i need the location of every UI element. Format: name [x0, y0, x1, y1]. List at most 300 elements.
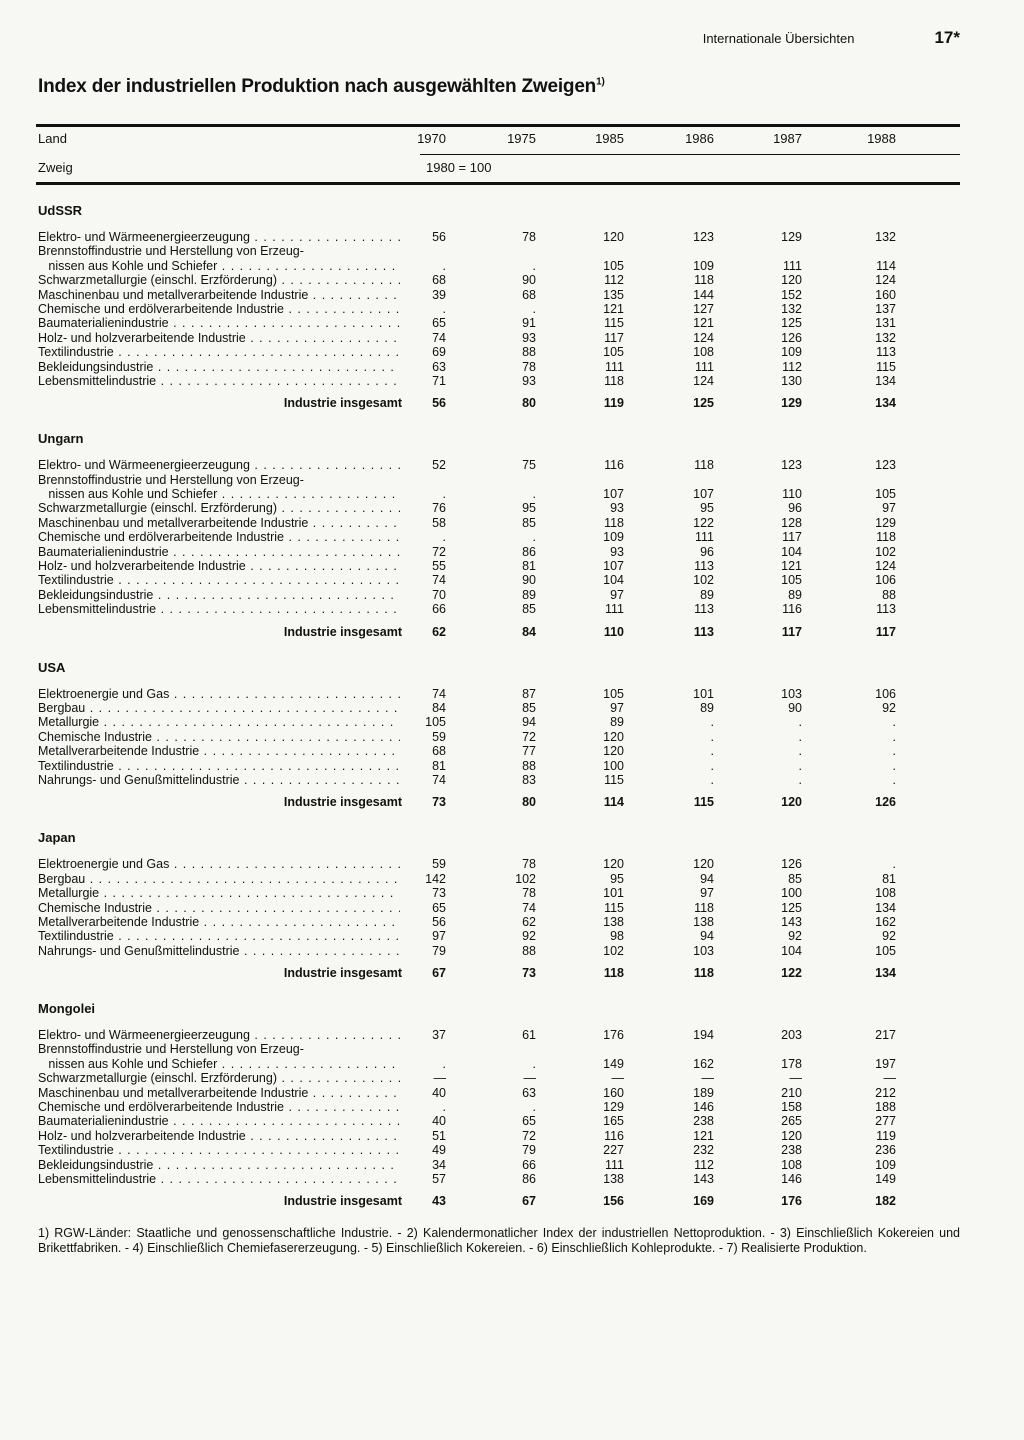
total-value-cell: 129: [781, 396, 802, 411]
value-cell: 96: [788, 501, 802, 516]
total-value-cell: 110: [603, 624, 624, 639]
value-cell: 120: [693, 857, 714, 872]
value-cell: 95: [522, 501, 536, 516]
value-cell: 56: [432, 914, 446, 929]
value-cell: 79: [432, 943, 446, 958]
table-row: [0, 701, 1024, 715]
value-cell: 197: [875, 1056, 896, 1071]
table-row: [0, 573, 1024, 587]
value-cell: 52: [432, 458, 446, 473]
value-cell: 90: [788, 700, 802, 715]
value-cell: 97: [432, 929, 446, 944]
value-cell: .: [442, 258, 446, 273]
value-cell: 65: [432, 900, 446, 915]
value-cell: 97: [882, 501, 896, 516]
value-cell: 114: [876, 258, 896, 273]
branch-label: Textilindustrie . . .: [38, 345, 400, 359]
value-cell: .: [532, 530, 536, 545]
value-cell: 112: [782, 359, 802, 374]
value-cell: 57: [432, 1171, 446, 1186]
table-row: [0, 458, 1024, 472]
value-cell: 125: [781, 900, 802, 915]
table-row: [0, 1028, 1024, 1042]
value-cell: 72: [522, 1128, 536, 1143]
year-header: 1970: [417, 131, 446, 146]
branch-label: Textilindustrie . . .: [38, 1143, 400, 1157]
value-cell: 78: [522, 359, 536, 374]
value-cell: 138: [603, 914, 624, 929]
country-heading: Mongolei: [38, 1001, 96, 1017]
value-cell: 118: [876, 530, 896, 545]
branch-label: Elektroenergie und Gas . . .: [38, 857, 400, 871]
value-cell: 90: [522, 573, 536, 588]
value-cell: .: [532, 301, 536, 316]
branch-label: Baumaterialienindustrie . . .: [38, 1114, 400, 1128]
page-title: [38, 76, 605, 98]
value-cell: 117: [604, 330, 624, 345]
value-cell: 61: [522, 1028, 536, 1043]
value-cell: 105: [603, 345, 624, 360]
value-cell: 126: [781, 857, 802, 872]
value-cell: 123: [875, 458, 896, 473]
table-row: [0, 302, 1024, 316]
table-row: [0, 530, 1024, 544]
value-cell: 70: [432, 587, 446, 602]
value-cell: 95: [610, 871, 624, 886]
branch-label: Baumaterialienindustrie . . .: [38, 545, 400, 559]
value-cell: .: [710, 729, 714, 744]
value-cell: 97: [700, 886, 714, 901]
table-row: [0, 886, 1024, 900]
value-cell: 149: [603, 1056, 624, 1071]
value-cell: 93: [610, 501, 624, 516]
value-cell: 88: [522, 758, 536, 773]
total-value-cell: 73: [432, 795, 446, 810]
value-cell: 89: [700, 700, 714, 715]
value-cell: 134: [875, 900, 896, 915]
value-cell: 104: [781, 544, 802, 559]
value-cell: 121: [781, 559, 802, 574]
value-cell: 100: [603, 758, 624, 773]
value-cell: 124: [693, 330, 714, 345]
branch-label: Lebensmittelindustrie . . .: [38, 1172, 400, 1186]
value-cell: 65: [432, 316, 446, 331]
table-row: [0, 687, 1024, 701]
branch-label: Metallverarbeitende Industrie . . .: [38, 744, 400, 758]
value-cell: 86: [522, 544, 536, 559]
value-cell: 113: [694, 602, 714, 617]
value-cell: 105: [875, 487, 896, 502]
branch-label: Baumaterialienindustrie . . .: [38, 316, 400, 330]
table-row: [0, 944, 1024, 958]
value-cell: 118: [604, 515, 624, 530]
branch-label: Elektro- und Wärmeenergieerzeugung . . .: [38, 1028, 400, 1042]
year-header: 1975: [507, 131, 536, 146]
table-row: [0, 316, 1024, 330]
value-cell: 121: [603, 301, 624, 316]
base-year-label: 1980 = 100: [426, 160, 492, 175]
value-cell: 109: [781, 345, 802, 360]
value-cell: 105: [603, 258, 624, 273]
value-cell: 83: [522, 772, 536, 787]
value-cell: 128: [781, 515, 802, 530]
value-cell: 72: [432, 544, 446, 559]
table-row: [0, 360, 1024, 374]
table-row: [0, 473, 1024, 487]
branch-label: Metallurgie . . .: [38, 886, 400, 900]
branch-label: Bergbau . . .: [38, 872, 400, 886]
value-cell: 232: [693, 1143, 714, 1158]
value-cell: 194: [693, 1028, 714, 1043]
value-cell: 124: [875, 273, 896, 288]
value-cell: 118: [604, 373, 624, 388]
branch-label: Chemische und erdölverarbeitende Industrie . . .: [38, 302, 400, 316]
table-row: [0, 516, 1024, 530]
value-cell: 125: [781, 316, 802, 331]
table-row: [0, 345, 1024, 359]
value-cell: 108: [693, 345, 714, 360]
value-cell: 78: [522, 230, 536, 244]
value-cell: 124: [693, 373, 714, 388]
page-number: 17*: [934, 28, 960, 47]
value-cell: 111: [694, 359, 714, 374]
value-cell: 121: [693, 1128, 714, 1143]
value-cell: 119: [876, 1128, 896, 1143]
value-cell: 55: [432, 559, 446, 574]
value-cell: 120: [603, 729, 624, 744]
table-row: [0, 857, 1024, 871]
value-cell: 97: [610, 700, 624, 715]
table-row: [0, 730, 1024, 744]
value-cell: .: [798, 744, 802, 759]
branch-label: nissen aus Kohle und Schiefer . . .: [38, 1057, 400, 1071]
total-label: Industrie insgesamt: [283, 624, 402, 639]
branch-label: Textilindustrie . . .: [38, 759, 400, 773]
table-row: [0, 744, 1024, 758]
zweig-header: Zweig: [38, 160, 73, 175]
value-cell: 109: [693, 258, 714, 273]
total-value-cell: 119: [603, 396, 624, 411]
value-cell: 118: [694, 458, 714, 473]
table-row: [0, 1086, 1024, 1100]
table-row: [0, 872, 1024, 886]
value-cell: 68: [432, 273, 446, 288]
value-cell: 111: [604, 359, 624, 374]
value-cell: 129: [875, 515, 896, 530]
value-cell: 138: [603, 1171, 624, 1186]
table-row: [0, 288, 1024, 302]
value-cell: 238: [781, 1143, 802, 1158]
value-cell: 160: [875, 287, 896, 302]
value-cell: 85: [522, 515, 536, 530]
value-cell: 72: [522, 729, 536, 744]
total-value-cell: 134: [875, 396, 896, 411]
value-cell: 89: [700, 587, 714, 602]
year-header: 1986: [685, 131, 714, 146]
value-cell: 105: [781, 573, 802, 588]
value-cell: 69: [432, 345, 446, 360]
branch-label: Nahrungs- und Genußmittelindustrie . . .: [38, 944, 400, 958]
value-cell: 75: [522, 458, 536, 473]
total-value-cell: 125: [693, 396, 714, 411]
table-row: [0, 1057, 1024, 1071]
value-cell: 112: [604, 273, 624, 288]
value-cell: 132: [875, 230, 896, 244]
value-cell: 94: [522, 715, 536, 730]
value-cell: 118: [694, 900, 714, 915]
value-cell: 88: [882, 587, 896, 602]
value-cell: —: [523, 1071, 536, 1086]
value-cell: .: [532, 1100, 536, 1115]
value-cell: .: [892, 772, 896, 787]
value-cell: 86: [522, 1171, 536, 1186]
branch-label: Schwarzmetallurgie (einschl. Erzförderung) . . .: [38, 501, 400, 515]
branch-label: Holz- und holzverarbeitende Industrie . . .: [38, 1129, 400, 1143]
block-spacer: [0, 647, 1024, 657]
value-cell: 34: [432, 1157, 446, 1172]
value-cell: 120: [781, 1128, 802, 1143]
branch-label: Bekleidungsindustrie . . .: [38, 1158, 400, 1172]
branch-label: Chemische und erdölverarbeitende Industrie . . .: [38, 1100, 400, 1114]
branch-label: Holz- und holzverarbeitende Industrie . . .: [38, 331, 400, 345]
value-cell: 212: [875, 1085, 896, 1100]
table-row: [0, 559, 1024, 573]
total-value-cell: 117: [781, 624, 802, 639]
total-value-cell: 115: [693, 795, 714, 810]
value-cell: 162: [875, 914, 896, 929]
value-cell: 105: [875, 943, 896, 958]
branch-label: Elektro- und Wärmeenergieerzeugung . . .: [38, 230, 400, 244]
branch-label: Maschinenbau und metallverarbeitende Industrie . . .: [38, 1086, 400, 1100]
value-cell: 152: [781, 287, 802, 302]
value-cell: 146: [693, 1100, 714, 1115]
value-cell: 115: [604, 900, 624, 915]
value-cell: 93: [610, 544, 624, 559]
value-cell: 203: [781, 1028, 802, 1043]
footnotes: 1) RGW-Länder: Staatliche und genossenschaftliche Industrie. - 2) Kalendermonatlicher Index der industriellen Nettoproduktion. - 3) Einschließlich Kokereien und Brikettfabriken. - 4) Einschließlich Chemiefasererzeugung. - 5) Einschließlich Kokereien. - 6) Einschließlich Kohleprodukte. - 7) Realisierte Produktion.: [38, 1226, 960, 1255]
value-cell: 227: [603, 1143, 624, 1158]
value-cell: —: [789, 1071, 802, 1086]
branch-label: Chemische Industrie . . .: [38, 730, 400, 744]
branch-label: Chemische und erdölverarbeitende Industrie . . .: [38, 530, 400, 544]
value-cell: 108: [781, 1157, 802, 1172]
table-row: [0, 1114, 1024, 1128]
total-value-cell: 84: [522, 624, 536, 639]
value-cell: 110: [782, 487, 802, 502]
value-cell: 238: [693, 1114, 714, 1129]
value-cell: 101: [693, 686, 714, 701]
value-cell: .: [892, 758, 896, 773]
value-cell: 89: [788, 587, 802, 602]
value-cell: 134: [875, 373, 896, 388]
value-cell: .: [532, 1056, 536, 1071]
branch-label: Elektroenergie und Gas . . .: [38, 687, 400, 701]
value-cell: 107: [603, 559, 624, 574]
value-cell: 107: [603, 487, 624, 502]
total-value-cell: 117: [875, 624, 896, 639]
value-cell: 94: [700, 929, 714, 944]
branch-label: Metallverarbeitende Industrie . . .: [38, 915, 400, 929]
value-cell: 81: [522, 559, 536, 574]
value-cell: .: [442, 530, 446, 545]
running-header: [703, 28, 960, 48]
value-cell: 127: [693, 301, 714, 316]
branch-label: Schwarzmetallurgie (einschl. Erzförderung) . . .: [38, 273, 400, 287]
value-cell: 62: [522, 914, 536, 929]
title-text: Index der industriellen Produktion nach ausgewählten Zweigen: [38, 76, 597, 97]
value-cell: 98: [610, 929, 624, 944]
branch-label: Textilindustrie . . .: [38, 929, 400, 943]
table-row: [0, 915, 1024, 929]
value-cell: —: [611, 1071, 624, 1086]
total-value-cell: 134: [875, 966, 896, 981]
value-cell: 56: [432, 230, 446, 244]
table-row: [0, 1172, 1024, 1186]
value-cell: 113: [876, 602, 896, 617]
table-row: [0, 487, 1024, 501]
value-cell: 116: [782, 602, 802, 617]
value-cell: 92: [882, 929, 896, 944]
value-cell: —: [433, 1071, 446, 1086]
table-row: [0, 331, 1024, 345]
table-row: [0, 374, 1024, 388]
value-cell: 59: [432, 857, 446, 872]
value-cell: 143: [781, 914, 802, 929]
branch-label: Brennstoffindustrie und Herstellung von Erzeug-: [38, 472, 304, 487]
value-cell: 189: [693, 1085, 714, 1100]
total-row: [0, 787, 1024, 817]
value-cell: 76: [432, 501, 446, 516]
value-cell: 78: [522, 886, 536, 901]
value-cell: 137: [875, 301, 896, 316]
value-cell: .: [442, 301, 446, 316]
total-value-cell: 176: [781, 1194, 802, 1209]
value-cell: 265: [781, 1114, 802, 1129]
total-value-cell: 156: [603, 1194, 624, 1209]
value-cell: 73: [432, 886, 446, 901]
value-cell: 106: [875, 686, 896, 701]
value-cell: 97: [610, 587, 624, 602]
table-row: [0, 273, 1024, 287]
value-cell: 146: [781, 1171, 802, 1186]
value-cell: 121: [693, 316, 714, 331]
table-header-bottom-rule: [36, 182, 960, 185]
value-cell: 78: [522, 857, 536, 872]
table-row: [0, 1143, 1024, 1157]
value-cell: .: [710, 758, 714, 773]
section-title: Internationale Übersichten: [702, 31, 855, 46]
branch-label: Brennstoffindustrie und Herstellung von Erzeug-: [38, 1042, 304, 1057]
value-cell: 74: [522, 900, 536, 915]
value-cell: 111: [782, 258, 802, 273]
value-cell: 74: [432, 686, 446, 701]
value-cell: 81: [432, 758, 446, 773]
value-cell: 93: [522, 330, 536, 345]
value-cell: 79: [522, 1143, 536, 1158]
value-cell: 129: [781, 230, 802, 244]
branch-label: Lebensmittelindustrie . . .: [38, 602, 400, 616]
total-row: [0, 388, 1024, 418]
value-cell: 124: [875, 559, 896, 574]
value-cell: 89: [522, 587, 536, 602]
branch-label: Bekleidungsindustrie . . .: [38, 360, 400, 374]
value-cell: 120: [603, 744, 624, 759]
value-cell: 91: [522, 316, 536, 331]
value-cell: 49: [432, 1143, 446, 1158]
value-cell: 162: [693, 1056, 714, 1071]
value-cell: —: [883, 1071, 896, 1086]
branch-label: nissen aus Kohle und Schiefer . . .: [38, 259, 400, 273]
value-cell: .: [892, 857, 896, 872]
value-cell: 81: [882, 871, 896, 886]
branch-label: Bergbau . . .: [38, 701, 400, 715]
table-top-rule: [36, 124, 960, 127]
value-cell: 92: [522, 929, 536, 944]
total-value-cell: 120: [781, 795, 802, 810]
value-cell: 160: [603, 1085, 624, 1100]
value-cell: 120: [781, 273, 802, 288]
value-cell: 103: [781, 686, 802, 701]
value-cell: .: [798, 715, 802, 730]
total-value-cell: 80: [522, 795, 536, 810]
table-row: [0, 230, 1024, 244]
value-cell: 138: [693, 914, 714, 929]
table-row: [0, 715, 1024, 729]
value-cell: 132: [781, 301, 802, 316]
value-cell: 93: [522, 373, 536, 388]
value-cell: 74: [432, 330, 446, 345]
value-cell: 176: [603, 1028, 624, 1043]
value-cell: 63: [522, 1085, 536, 1100]
value-cell: 131: [875, 316, 896, 331]
value-cell: 142: [425, 871, 446, 886]
country-heading: UdSSR: [38, 203, 83, 218]
value-cell: .: [442, 1056, 446, 1071]
branch-label: Lebensmittelindustrie . . .: [38, 374, 400, 388]
value-cell: 165: [603, 1114, 624, 1129]
value-cell: 58: [432, 515, 446, 530]
value-cell: .: [892, 715, 896, 730]
total-value-cell: 122: [781, 966, 802, 981]
value-cell: 144: [693, 287, 714, 302]
value-cell: 113: [876, 345, 896, 360]
value-cell: .: [892, 744, 896, 759]
value-cell: 188: [875, 1100, 896, 1115]
table-row: [0, 1071, 1024, 1085]
total-row: [0, 958, 1024, 988]
value-cell: 115: [604, 772, 624, 787]
value-cell: 85: [522, 602, 536, 617]
value-cell: 100: [781, 886, 802, 901]
total-value-cell: 182: [875, 1194, 896, 1209]
table-row: [0, 929, 1024, 943]
value-cell: 158: [781, 1100, 802, 1115]
total-value-cell: 118: [693, 966, 714, 981]
value-cell: 149: [875, 1171, 896, 1186]
total-value-cell: 43: [432, 1194, 446, 1209]
value-cell: 105: [425, 715, 446, 730]
value-cell: 135: [603, 287, 624, 302]
value-cell: 39: [432, 287, 446, 302]
value-cell: 96: [700, 544, 714, 559]
value-cell: 94: [700, 871, 714, 886]
total-label: Industrie insgesamt: [283, 795, 402, 810]
value-cell: 40: [432, 1114, 446, 1129]
total-value-cell: 73: [522, 966, 536, 981]
value-cell: 132: [875, 330, 896, 345]
value-cell: 85: [522, 700, 536, 715]
total-value-cell: 118: [603, 966, 624, 981]
